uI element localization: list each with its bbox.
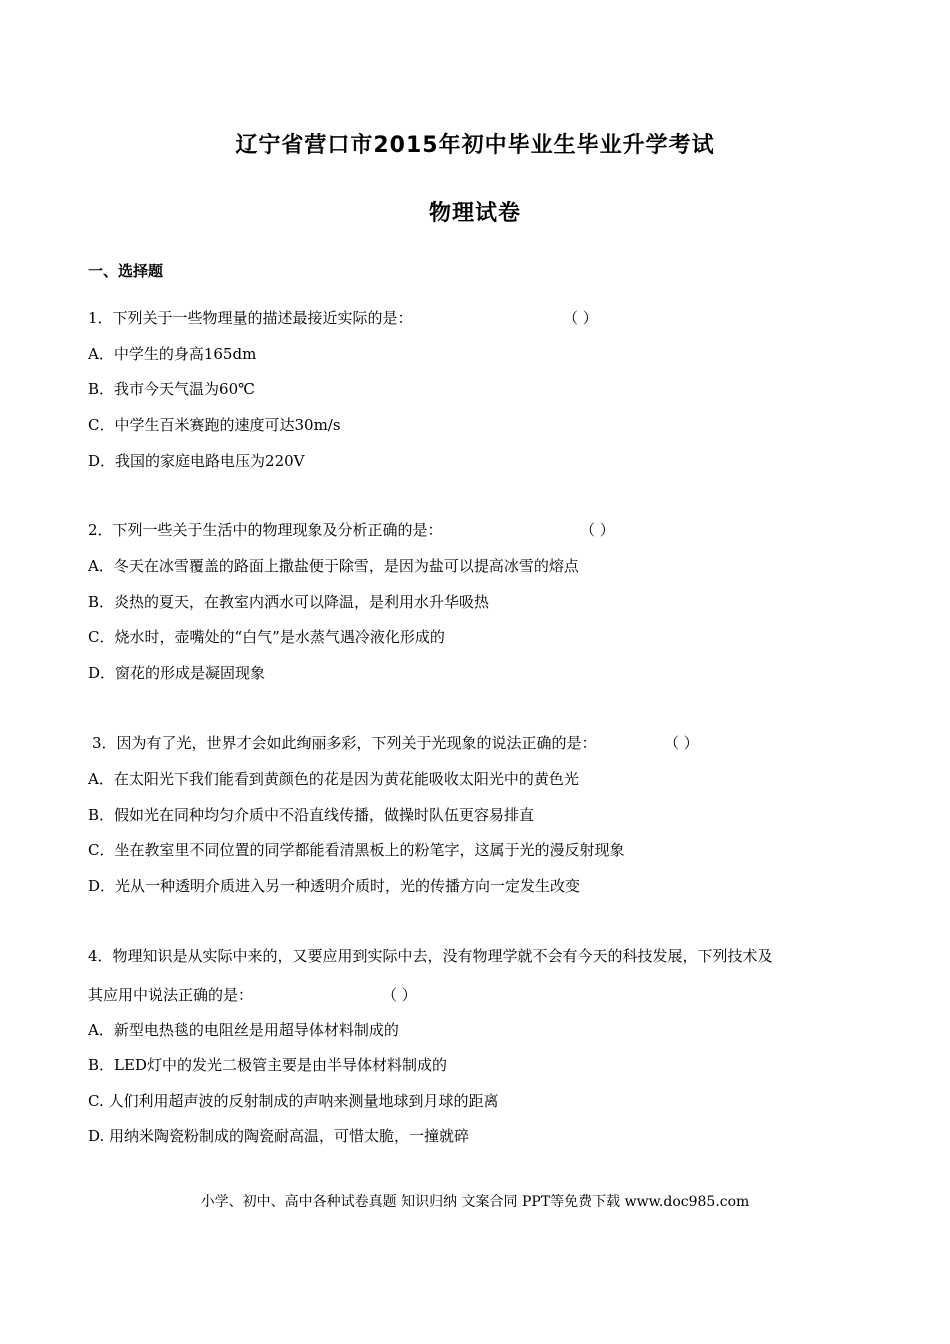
question-3-stem: 3．因为有了光，世界才会如此绚丽多彩，下列关于光现象的说法正确的是：	[92, 734, 597, 752]
question-4-stem: 4．物理知识是从实际中来的，又要应用到实际中去，没有物理学就不会有今天的科技发展，下列技术及	[88, 947, 773, 965]
question-2-stem: 2．下列一些关于生活中的物理现象及分析正确的是：	[88, 521, 443, 539]
question-1-option-a: A．中学生的身高165dm	[88, 345, 257, 363]
question-4-option-a: A．新型电热毯的电阻丝是用超导体材料制成的	[88, 1021, 399, 1039]
question-2-option-d: D．窗花的形成是凝固现象	[88, 664, 266, 682]
page-subtitle: 物理试卷	[428, 201, 521, 226]
footer-text: 小学、初中、高中各种试卷真题 知识归纳 文案合同 PPT等免费下载 www.doc985.com	[200, 1194, 750, 1210]
question-3-answer-paren: （ ）	[664, 734, 699, 752]
question-2-option-a: A．冬天在冰雪覆盖的路面上撒盐便于除雪，是因为盐可以提高冰雪的熔点	[88, 557, 579, 575]
question-2-option-c: C．烧水时，壶嘴处的“白气”是水蒸气遇冷液化形成的	[88, 628, 445, 646]
question-4-option-c: C. 人们利用超声波的反射制成的声呐来测量地球到月球的距离	[88, 1092, 499, 1110]
question-3-option-d: D．光从一种透明介质进入另一种透明介质时，光的传播方向一定发生改变	[88, 877, 581, 895]
question-1-option-d: D．我国的家庭电路电压为220V	[88, 452, 305, 470]
question-3-option-a: A．在太阳光下我们能看到黄颜色的花是因为黄花能吸收太阳光中的黄色光	[88, 770, 579, 788]
page-title: 辽宁省营口市2015年初中毕业生毕业升学考试	[235, 133, 715, 158]
question-4-answer-paren: （ ）	[382, 986, 417, 1004]
section-title: 一、选择题	[88, 262, 164, 280]
question-4-option-b: B．LED灯中的发光二极管主要是由半导体材料制成的	[88, 1056, 447, 1074]
question-3-option-c: C．坐在教室里不同位置的同学都能看清黑板上的粉笔字，这属于光的漫反射现象	[88, 841, 625, 859]
question-4-stem-continued: 其应用中说法正确的是：	[88, 986, 254, 1004]
question-2-answer-paren: （ ）	[580, 521, 615, 539]
question-2-option-b: B．炎热的夏天，在教室内洒水可以降温，是利用水升华吸热	[88, 593, 490, 611]
question-1-answer-paren: （ ）	[563, 309, 598, 327]
question-1-option-c: C．中学生百米赛跑的速度可达30m/s	[88, 416, 341, 434]
question-1-stem: 1．下列关于一些物理量的描述最接近实际的是：	[88, 309, 413, 327]
question-1-option-b: B．我市今天气温为60℃	[88, 380, 255, 398]
question-4-option-d: D. 用纳米陶瓷粉制成的陶瓷耐高温，可惜太脆，一撞就碎	[88, 1127, 470, 1145]
question-3-option-b: B．假如光在同种均匀介质中不沿直线传播，做操时队伍更容易排直	[88, 806, 535, 824]
